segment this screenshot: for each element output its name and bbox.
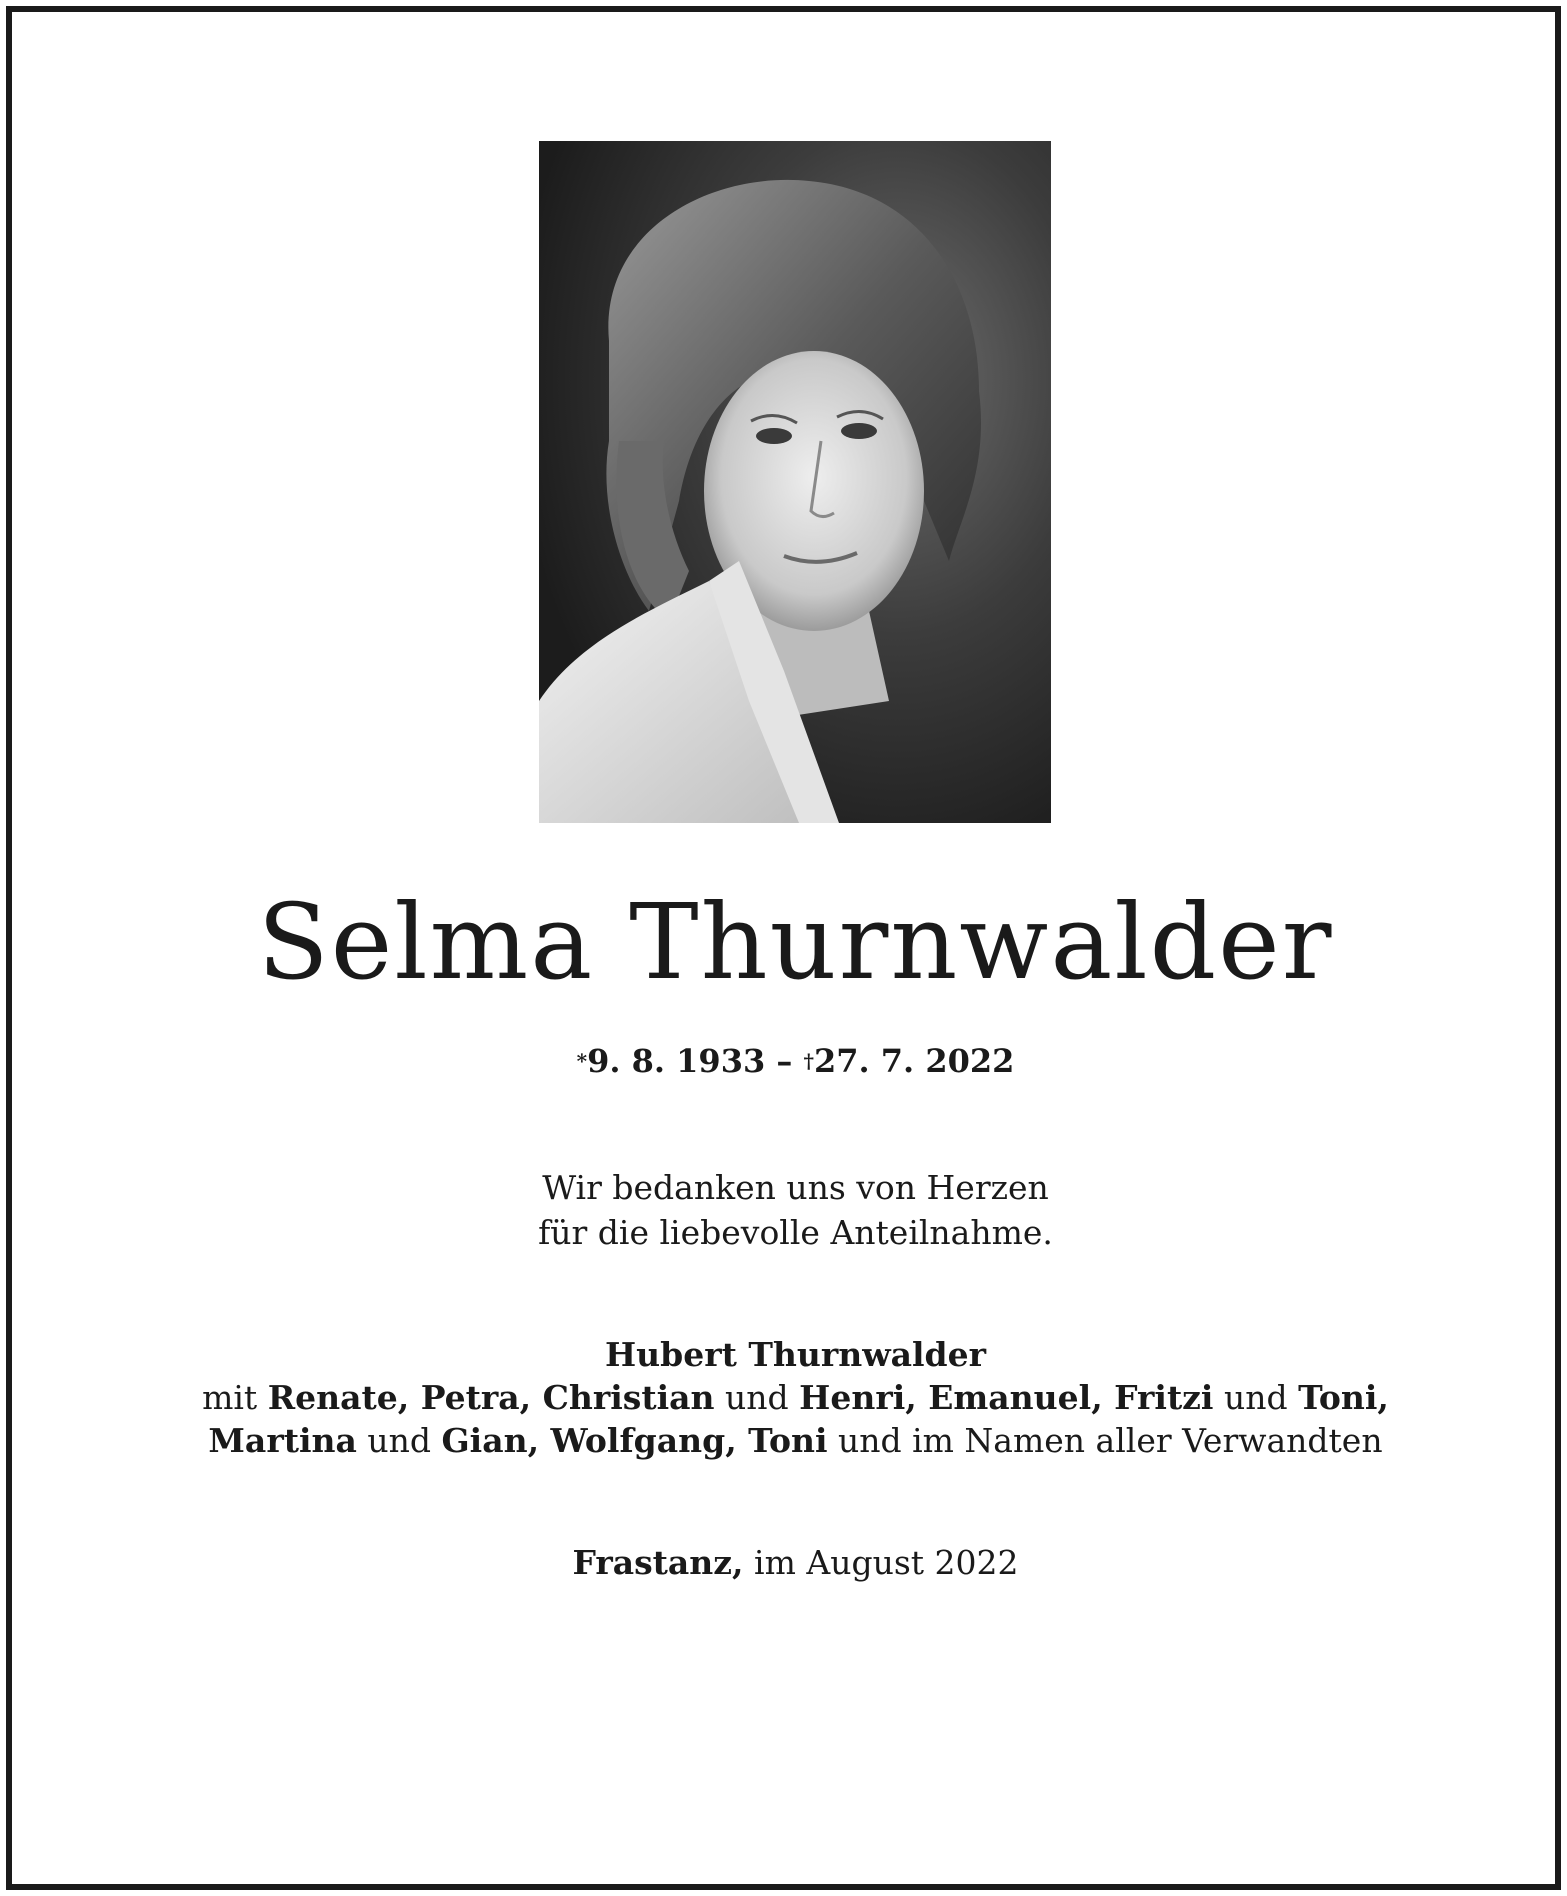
- death-symbol: †: [803, 1049, 814, 1073]
- family-group-4: Martina: [208, 1420, 357, 1460]
- birth-symbol: *: [576, 1049, 588, 1073]
- deceased-name: Selma Thurnwalder: [257, 881, 1334, 1003]
- family-group-3: Toni,: [1298, 1377, 1389, 1417]
- family-group-5: Gian, Wolfgang, Toni: [441, 1420, 828, 1460]
- family-mit: mit: [202, 1377, 268, 1417]
- portrait-photo: [539, 141, 1051, 823]
- family-und-1: und: [714, 1377, 800, 1417]
- closing-place: Frastanz,: [572, 1543, 744, 1582]
- thanks-message: [12, 1166, 1567, 1255]
- closing-place-date: [12, 1542, 1567, 1585]
- family-signature: [12, 1334, 1567, 1463]
- family-group-2: Henri, Emanuel, Fritzi: [799, 1377, 1214, 1417]
- family-und-2: und: [1213, 1377, 1299, 1417]
- family-line-3: [12, 1420, 1567, 1463]
- life-dates: [12, 1042, 1567, 1080]
- closing-date: im August 2022: [743, 1543, 1019, 1582]
- family-group-1: Renate, Petra, Christian: [267, 1377, 715, 1417]
- family-line-2: [12, 1377, 1567, 1420]
- date-separator: –: [765, 1042, 804, 1080]
- family-head: Hubert Thurnwalder: [604, 1335, 987, 1374]
- death-date: 27. 7. 2022: [813, 1042, 1015, 1080]
- notice-frame: [6, 6, 1561, 1890]
- family-und-3: und: [356, 1420, 442, 1460]
- thanks-line-1: Wir bedanken uns von Herzen: [542, 1168, 1049, 1207]
- family-relatives: und im Namen aller Verwandten: [827, 1420, 1383, 1460]
- birth-date: 9. 8. 1933: [587, 1042, 766, 1080]
- thanks-line-2: für die liebevolle Anteilnahme.: [538, 1212, 1053, 1252]
